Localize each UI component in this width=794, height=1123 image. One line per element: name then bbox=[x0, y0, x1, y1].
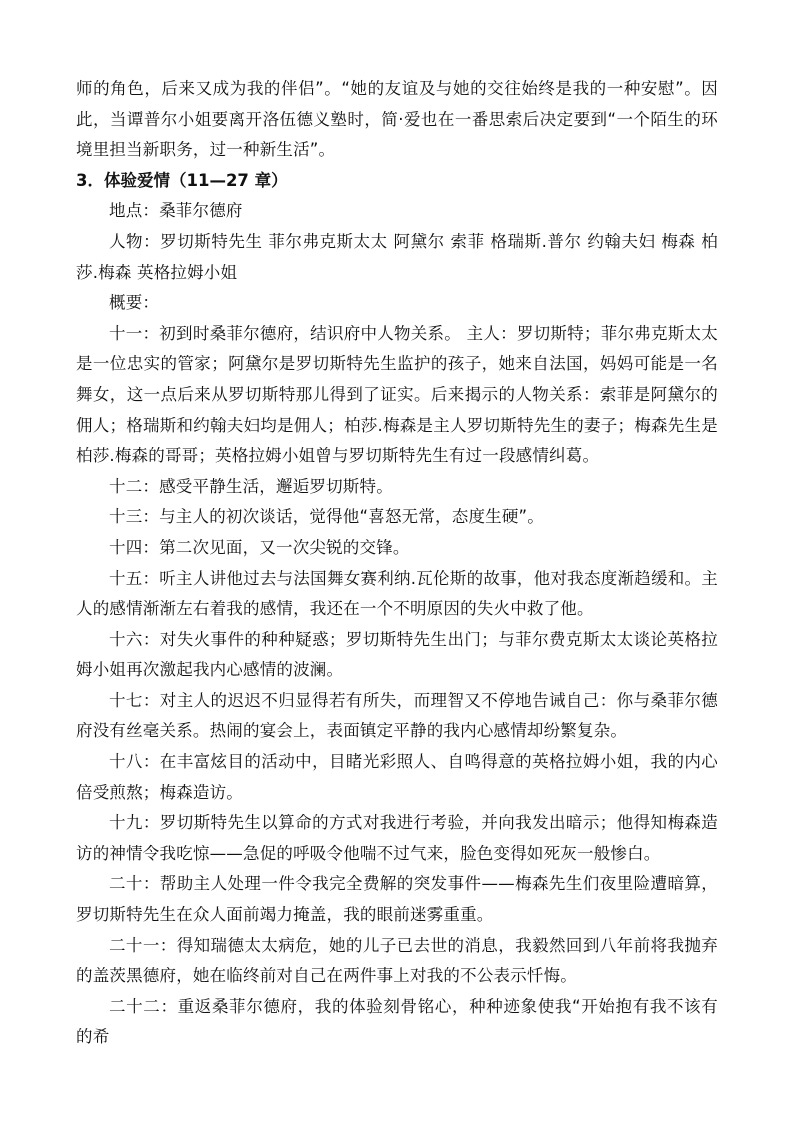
section-heading: 3．体验爱情（11—27 章） bbox=[76, 170, 288, 190]
chapter-17-paragraph: 十七：对主人的迟迟不归显得若有所失，而理智又不停地告诫自己：你与桑菲尔德府没有丝毫关系。热闹的宴会上，表面镇定平静的我内心感情却纷繁复杂。 bbox=[76, 690, 718, 741]
characters-line: 人物：罗切斯特先生 菲尔弗克斯太太 阿黛尔 索菲 格瑞斯.普尔 约翰夫妇 梅森 柏莎.梅森 英格拉姆小姐 bbox=[76, 231, 718, 282]
chapter-12-paragraph: 十二：感受平静生活，邂逅罗切斯特。 bbox=[109, 476, 393, 496]
chapter-13-paragraph: 十三：与主人的初次谈话，觉得他“喜怒无常，态度生硬”。 bbox=[109, 507, 544, 527]
chapter-11-paragraph: 十一：初到时桑菲尔德府，结识府中人物关系。 主人：罗切斯特；菲尔弗克斯太太是一位忠实的管家；阿黛尔是罗切斯特先生监护的孩子，她来自法国，妈妈可能是一名舞女，这一点后来从罗切斯特那儿得到了证实。后来揭示的人物关系：索菲是阿黛尔的佣人；格瑞斯和约翰夫妇均是佣人；柏莎.梅森是主人罗切斯特先生的妻子；梅森先生是柏莎.梅森的哥哥；英格拉姆小姐曾与罗切斯特先生有过一段感情纠葛。 bbox=[76, 323, 718, 466]
chapter-21-paragraph: 二十一：得知瑞德太太病危，她的儿子已去世的消息，我毅然回到八年前将我抛弃的盖茨黑德府，她在临终前对自己在两件事上对我的不公表示忏悔。 bbox=[76, 935, 718, 986]
chapter-14-paragraph: 十四：第二次见面，又一次尖锐的交锋。 bbox=[109, 537, 410, 557]
continuation-paragraph: 师的角色，后来又成为我的伴侣”。“她的友谊及与她的交往始终是我的一种安慰”。因此，当谭普尔小姐要离开洛伍德义塾时，简·爱也在一番思索后决定要到“一个陌生的环境里担当新职务，过一种新生活”。 bbox=[76, 79, 718, 160]
overview-label: 概要： bbox=[109, 293, 160, 313]
chapter-19-paragraph: 十九：罗切斯特先生以算命的方式对我进行考验，并向我发出暗示；他得知梅森造访的神情令我吃惊——急促的呼吸令他喘不过气来，脸色变得如死灰一般惨白。 bbox=[76, 813, 718, 863]
chapter-20-paragraph: 二十：帮助主人处理一件令我完全费解的突发事件——梅森先生们夜里险遭暗算，罗切斯特先生在众人面前竭力掩盖，我的眼前迷雾重重。 bbox=[76, 874, 718, 925]
location-line: 地点：桑菲尔德府 bbox=[109, 201, 243, 221]
chapter-18-paragraph: 十八：在丰富炫目的活动中，目睹光彩照人、自鸣得意的英格拉姆小姐，我的内心倍受煎熬；梅森造访。 bbox=[76, 752, 718, 802]
document-page bbox=[76, 74, 718, 1053]
chapter-16-paragraph: 十六：对失火事件的种种疑惑；罗切斯特先生出门；与菲尔费克斯太太谈论英格拉姆小姐再次激起我内心感情的波澜。 bbox=[76, 629, 718, 680]
chapter-15-paragraph: 十五：听主人讲他过去与法国舞女赛利纳.瓦伦斯的故事，他对我态度渐趋缓和。主人的感情渐渐左右着我的感情，我还在一个不明原因的失火中救了他。 bbox=[76, 568, 718, 619]
chapter-22-paragraph: 二十二：重返桑菲尔德府，我的体验刻骨铭心，种种迹象使我“开始抱有我不该有的希 bbox=[76, 996, 718, 1047]
